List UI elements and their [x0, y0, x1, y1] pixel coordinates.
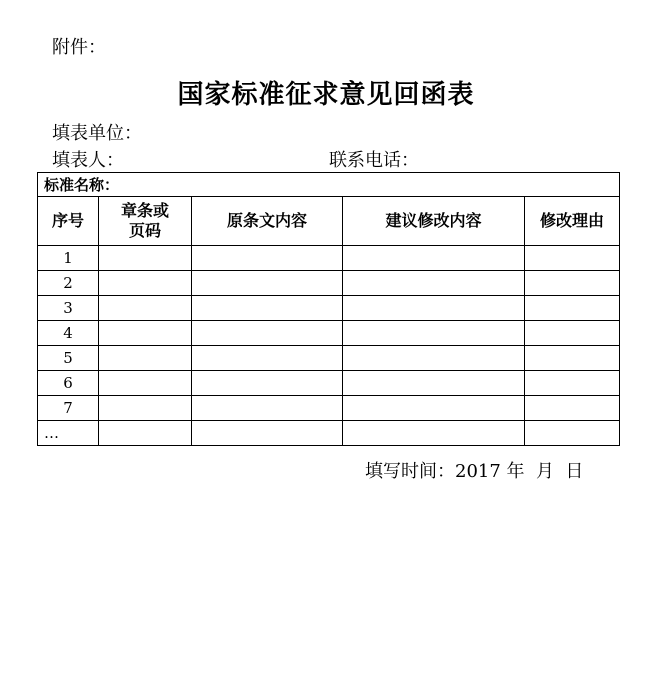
clause-cell[interactable]: [99, 346, 192, 371]
page-title: 国家标准征求意见回函表: [177, 80, 475, 110]
reason-cell[interactable]: [525, 321, 620, 346]
reason-cell[interactable]: [525, 346, 620, 371]
suggestion-cell[interactable]: [343, 321, 525, 346]
table-row: [38, 271, 620, 296]
standard-name-label: 标准名称：: [44, 176, 120, 194]
row-number: 1: [38, 246, 99, 271]
clause-cell[interactable]: [99, 321, 192, 346]
reason-cell[interactable]: [525, 271, 620, 296]
attachment-label: 附件：: [52, 37, 106, 58]
row-number: 4: [38, 321, 99, 346]
suggestion-cell[interactable]: [343, 396, 525, 421]
contact-phone-label: 联系电话：: [329, 150, 419, 171]
table-row: [38, 246, 620, 271]
original-text-cell[interactable]: [192, 246, 343, 271]
suggestion-cell[interactable]: [343, 271, 525, 296]
filler-name-label: 填表人：: [52, 150, 124, 171]
table-row: [38, 321, 620, 346]
clause-cell[interactable]: [99, 421, 192, 446]
suggestion-cell[interactable]: [343, 421, 525, 446]
reason-cell[interactable]: [525, 371, 620, 396]
table-row: [38, 346, 620, 371]
suggestion-cell[interactable]: [343, 371, 525, 396]
table-header-row: [38, 197, 620, 246]
clause-cell[interactable]: [99, 371, 192, 396]
column-header-reason: 修改理由: [525, 197, 620, 246]
column-header-original: 原条文内容: [192, 197, 343, 246]
reason-cell[interactable]: [525, 246, 620, 271]
row-number: 6: [38, 371, 99, 396]
reason-cell[interactable]: [525, 421, 620, 446]
clause-cell[interactable]: [99, 271, 192, 296]
feedback-table: [37, 172, 620, 446]
column-header-seq: 序号: [38, 197, 99, 246]
original-text-cell[interactable]: [192, 321, 343, 346]
suggestion-cell[interactable]: [343, 296, 525, 321]
reason-cell[interactable]: [525, 296, 620, 321]
original-text-cell[interactable]: [192, 271, 343, 296]
standard-name-cell[interactable]: [38, 173, 620, 197]
suggestion-cell[interactable]: [343, 246, 525, 271]
column-header-clause-line2: 页码: [128, 221, 161, 240]
row-number: 2: [38, 271, 99, 296]
column-header-suggestion: 建议修改内容: [343, 197, 525, 246]
original-text-cell[interactable]: [192, 371, 343, 396]
suggestion-cell[interactable]: [343, 346, 525, 371]
clause-cell[interactable]: [99, 396, 192, 421]
table-row: [38, 371, 620, 396]
clause-cell[interactable]: [99, 296, 192, 321]
column-header-clause-line1: 章条或: [120, 201, 169, 220]
original-text-cell[interactable]: [192, 346, 343, 371]
column-header-clause: [99, 197, 192, 246]
row-number: …: [38, 421, 99, 446]
reason-cell[interactable]: [525, 396, 620, 421]
original-text-cell[interactable]: [192, 396, 343, 421]
table-row: [38, 421, 620, 446]
row-number: 5: [38, 346, 99, 371]
fill-unit-label: 填表单位：: [52, 123, 142, 144]
original-text-cell[interactable]: [192, 421, 343, 446]
original-text-cell[interactable]: [192, 296, 343, 321]
fill-date-line: 填写时间：2017 年 月 日: [365, 461, 584, 482]
row-number: 3: [38, 296, 99, 321]
clause-cell[interactable]: [99, 246, 192, 271]
table-row: [38, 296, 620, 321]
row-number: 7: [38, 396, 99, 421]
table-row: [38, 396, 620, 421]
